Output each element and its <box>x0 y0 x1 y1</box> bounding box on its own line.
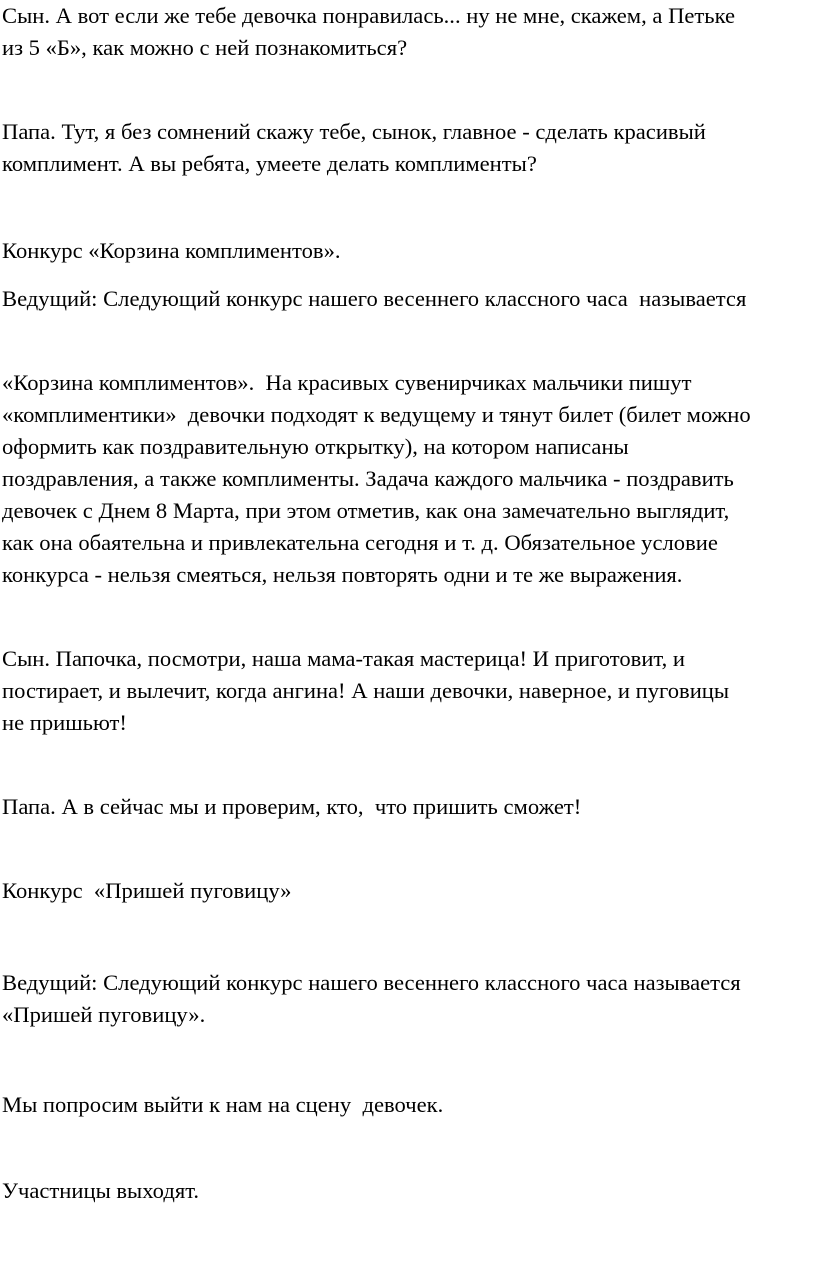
text-line: конкурса - нельзя смеяться, нельзя повторять одни и те же выражения. <box>2 562 683 587</box>
text-line: Ведущий: Следующий конкурс нашего весеннего классного часа называется <box>2 970 741 995</box>
text-line: Участницы выходят. <box>2 1178 200 1203</box>
text-line: Сын. Папочка, посмотри, наша мама-такая мастерица! И приготовит, и <box>2 646 685 671</box>
text-line: Сын. А вот если же тебе девочка понравилась... ну не мне, скажем, а Петьке <box>2 3 736 28</box>
text-line: «Корзина комплиментов». На красивых сувенирчиках мальчики пишут <box>2 370 692 395</box>
text-line: «комплиментики» девочки подходят к ведущему и тянут билет (билет можно <box>2 402 751 427</box>
text-line: постирает, и вылечит, когда ангина! А наши девочки, наверное, и пуговицы <box>2 678 730 703</box>
text-line: как она обаятельна и привлекательна сегодня и т. д. Обязательное условие <box>2 530 718 555</box>
text-line: оформить как поздравительную открытку), на котором написаны <box>2 434 629 459</box>
text-line: комплимент. А вы ребята, умеете делать комплименты? <box>2 151 537 176</box>
text-line: Ведущий: Следующий конкурс нашего весеннего классного часа называется <box>2 286 747 311</box>
section-heading: Конкурс «Корзина комплиментов». <box>2 238 341 263</box>
text-line: Мы попросим выйти к нам на сцену девочек. <box>2 1092 444 1117</box>
text-line: не пришьют! <box>2 710 127 735</box>
text-line: Папа. Тут, я без сомнений скажу тебе, сынок, главное - сделать красивый <box>2 119 706 144</box>
section-heading: Конкурс «Пришей пуговицу» <box>2 878 292 903</box>
text-line: Папа. А в сейчас мы и проверим, кто, что пришить сможет! <box>2 794 582 819</box>
text-line: поздравления, а также комплименты. Задача каждого мальчика - поздравить <box>2 466 734 491</box>
text-line: девочек с Днем 8 Марта, при этом отметив, как она замечательно выглядит, <box>2 498 730 523</box>
text-line: из 5 «Б», как можно с ней познакомиться? <box>2 35 408 60</box>
text-line: «Пришей пуговицу». <box>2 1002 206 1027</box>
